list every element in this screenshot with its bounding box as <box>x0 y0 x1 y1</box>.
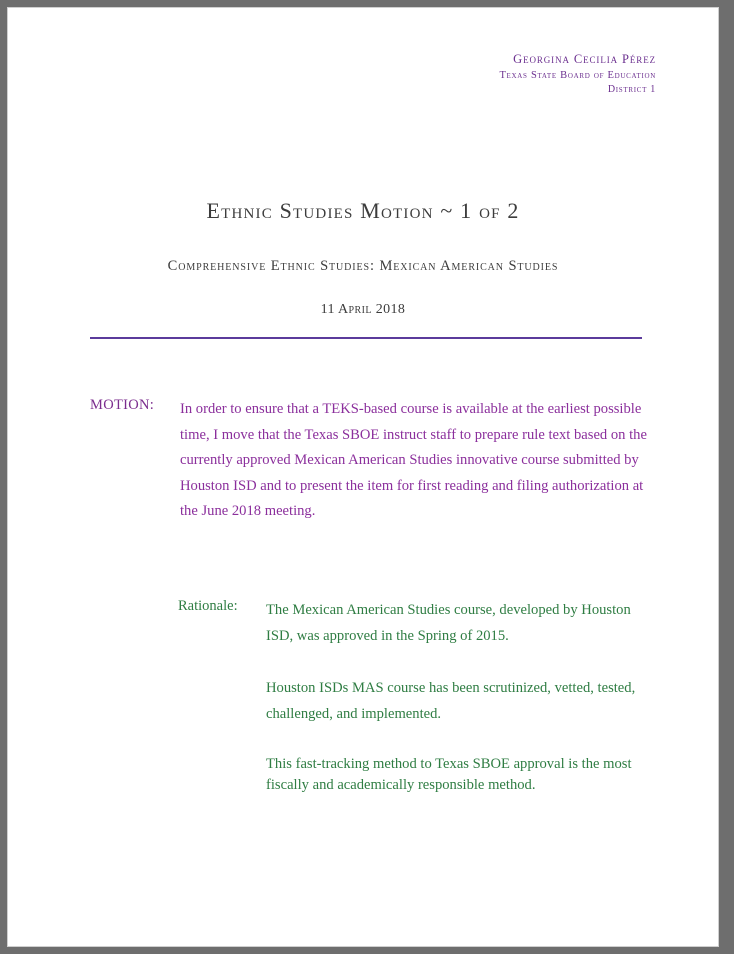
rationale-paragraph: This fast-tracking method to Texas SBOE approval is the most fiscally and academically responsible method. <box>266 756 632 793</box>
motion-text: In order to ensure that a TEKS-based course is available at the earliest possible time, I move that the Texas SBOE instruct staff to prepare rule text based on the currently approved Mexican American Studies innovative course submitted by Houston ISD and to present the item for first reading and filing authorization at the June 2018 meeting. <box>180 401 647 519</box>
document-page <box>8 8 718 946</box>
rationale-paragraph: The Mexican American Studies course, developed by Houston ISD, was approved in the Spring of 2015. <box>266 602 631 644</box>
page-date: 11 April 2018 <box>320 302 406 317</box>
motion-section <box>90 397 656 525</box>
motion-label: MOTION: <box>90 397 155 413</box>
horizontal-divider <box>90 337 642 339</box>
letterhead-name: Georgina Cecilia Pérez <box>513 52 656 66</box>
rationale-paragraph: Houston ISDs MAS course has been scrutinized, vetted, tested, challenged, and implemented. <box>266 680 636 722</box>
rationale-label: Rationale: <box>178 598 238 614</box>
title-block <box>8 198 718 318</box>
rationale-text <box>266 598 658 796</box>
page-subtitle: Comprehensive Ethnic Studies: Mexican American Studies <box>167 258 559 274</box>
letterhead-organization: Texas State Board of Education <box>499 70 656 82</box>
page-title: Ethnic Studies Motion ~ 1 of 2 <box>206 198 520 223</box>
letterhead <box>499 50 656 98</box>
letterhead-district: District 1 <box>607 84 656 96</box>
rationale-section <box>178 598 658 796</box>
